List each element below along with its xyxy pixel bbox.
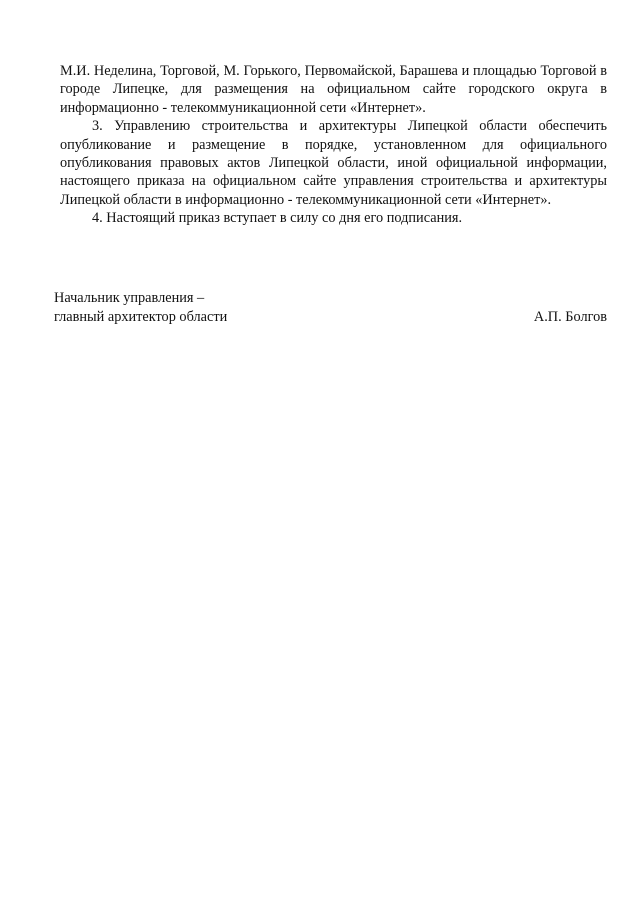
signer-position-line-2: главный архитектор области — [54, 308, 228, 325]
signer-name: А.П. Болгов — [533, 308, 607, 325]
signature-row — [54, 308, 607, 327]
paragraph-item-4: 4. Настоящий приказ вступает в силу со дня его подписания. — [92, 210, 463, 227]
signature-block — [54, 289, 607, 326]
paragraph-continuation: М.И. Неделина, Торговой, М. Горького, Первомайской, Барашева и площадью Торговой в городе Липецке, для размещения на официальном сайте городского округа в информационно - телекоммуникационной сети «Интернет». — [60, 63, 607, 116]
document-body — [60, 62, 607, 228]
signer-position-line-1: Начальник управления – — [54, 290, 205, 306]
paragraph-item-3: 3. Управлению строительства и архитектуры Липецкой области обеспечить опубликование и размещение в порядке, установленном для официального опубликования правовых актов Липецкой области, иной официальной информации, настоящего приказа на официальном сайте управления строительства и архитектуры Липецкой области в информационно - телекоммуникационной сети «Интернет». — [60, 118, 607, 208]
